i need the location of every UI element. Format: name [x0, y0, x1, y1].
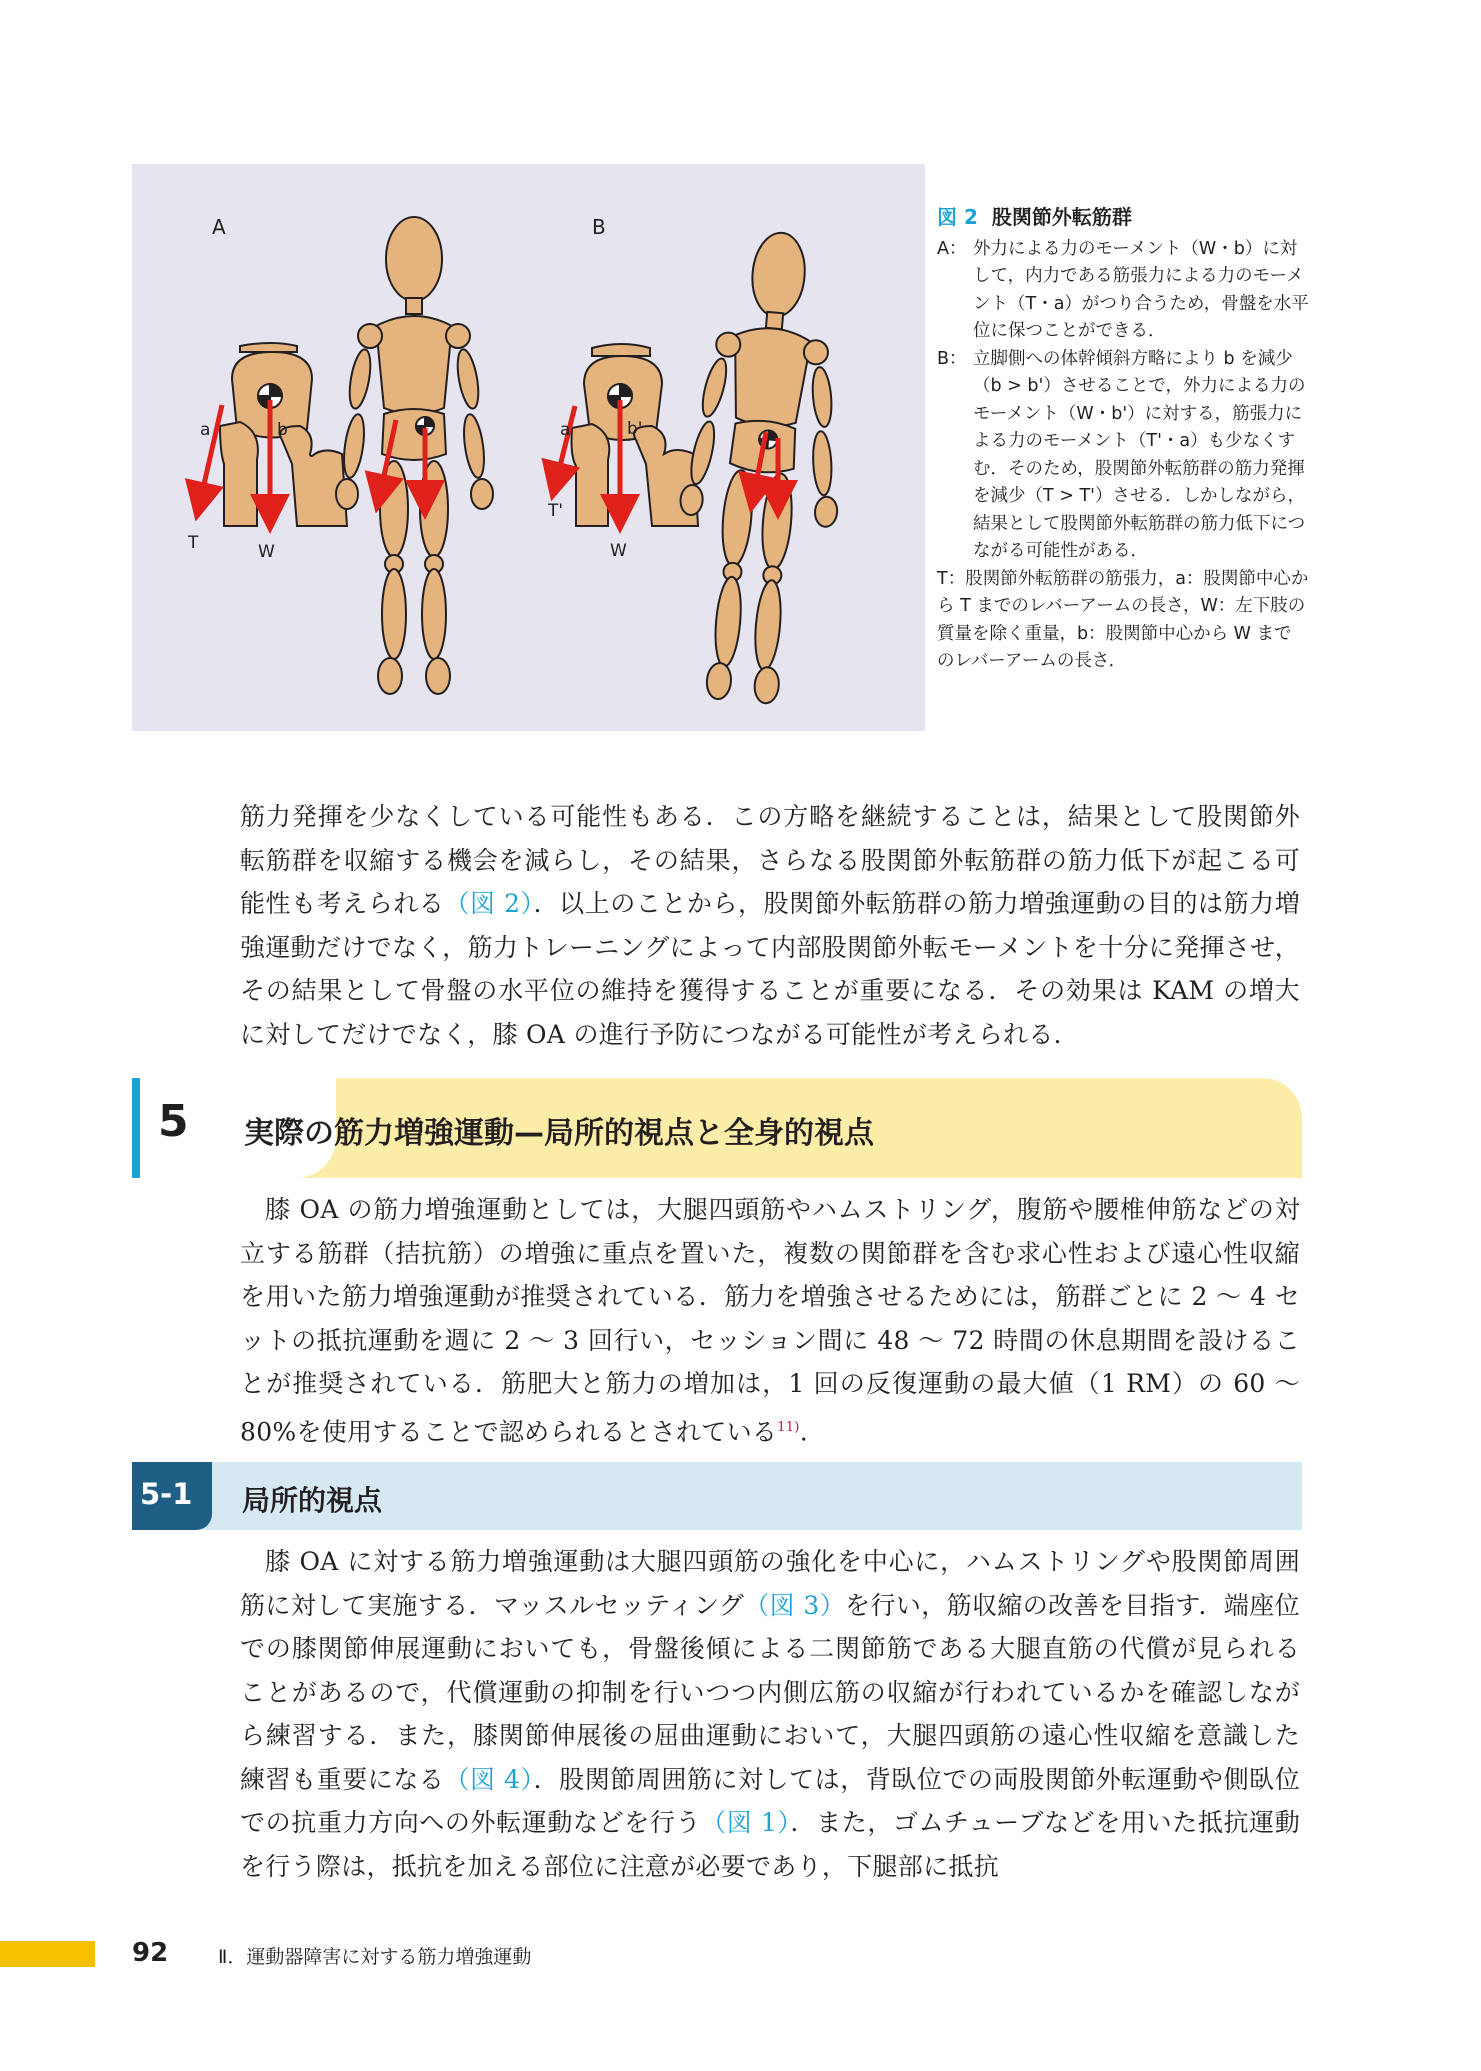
- section-5-1-title: 局所的視点: [242, 1484, 383, 1517]
- panel-a-a-label: a: [200, 420, 211, 440]
- paragraph-2-text: 膝 OA の筋力増強運動としては，大腿四頭筋やハムストリング，腹筋や腰椎伸筋などの対立する筋群（拮抗筋）の増強に重点を置いた，複数の関節群を含む求心性および遠心性収縮を用いた筋力増強運動が推奨されている．筋力を増強させるためには，筋群ごとに 2 〜 4 セットの抵抗運動を週に 2 〜 3 回行い，セッション間に 48 〜 72 時間の休息期間を設けることが推奨されている．筋肥大と筋力の増加は，1 回の反復運動の最大値（1 RM）の 60 〜 80%を使用することで認められるとされている: [240, 1195, 1300, 1446]
- paragraph-3-part-2: を行い，筋収縮の改善を目指す．端座位での膝関節伸展運動においても，骨盤後傾による二関節筋である大腿直筋の代償が見られることがあるので，代償運動の抑制を行いつつ内側広筋の収縮が行われているかを確認しながら練習する．また，膝関節伸展後の屈曲運動において，大腿四頭筋の遠心性収縮を意識した練習も重要になる: [240, 1590, 1300, 1794]
- figure-caption: [937, 204, 1309, 676]
- caption-title: [937, 204, 1309, 232]
- paragraph-1-part-2: ．以上のことから，股関節外転筋群の筋力増強運動の目的は筋力増強運動だけでなく，筋力トレーニングによって内部股関節外転モーメントを十分に発揮させ，その結果として骨盤の水平位の維持を獲得することが重要になる．その効果は KAM の増大に対してだけでなく，膝 OA の進行予防につながる可能性が考えられる．: [240, 889, 1300, 1049]
- panel-a-mannequin: [336, 217, 493, 694]
- panel-b-w-label: W: [610, 541, 627, 561]
- citation-11[interactable]: 11): [777, 1419, 800, 1435]
- panel-b-label: B: [592, 215, 606, 239]
- figure-1-reference[interactable]: （図 1）: [701, 1808, 791, 1837]
- figure-2-drawing: [132, 164, 925, 731]
- figure-4-reference[interactable]: （図 4）: [444, 1764, 534, 1794]
- section-5-1-heading: [132, 1462, 1302, 1530]
- paragraph-2-end: .: [799, 1416, 808, 1446]
- panel-a-t-label: T: [188, 533, 199, 553]
- caption-title-text: 股関節外転筋群: [991, 205, 1132, 229]
- footer-accent-bar: [0, 1941, 95, 1967]
- panel-b-t-label: T': [548, 501, 564, 521]
- paragraph-3: [240, 1540, 1300, 1888]
- panel-b-a-label: a: [560, 420, 571, 440]
- section-5-title: 実際の筋力増強運動—局所的視点と全身的視点: [244, 1116, 874, 1151]
- section-5-accent-bar: [132, 1078, 140, 1178]
- paragraph-3-part-3: ．股関節周囲筋に対しては，背臥位での両股関節外転運動や側臥位での抗重力方向への外転運動などを行う: [240, 1764, 1300, 1837]
- paragraph-3-part-1: 膝 OA に対する筋力増強運動は大腿四頭筋の強化を中心に，ハムストリングや股関節周囲筋に対して実施する．マッスルセッティング: [240, 1547, 1300, 1620]
- section-5-heading: [132, 1078, 1302, 1178]
- paragraph-3-part-4: ．また，ゴムチューブなどを用いた抵抗運動を行う際は，抵抗を加える部位に注意が必要であり，下腿部に抵抗: [240, 1808, 1300, 1881]
- caption-number: 図 2: [937, 205, 978, 229]
- caption-item-b: [937, 346, 1309, 566]
- figure-2-reference[interactable]: （図 2）: [444, 889, 534, 918]
- page-number: 92: [132, 1938, 169, 1968]
- panel-b-mannequin: [664, 226, 861, 708]
- caption-item-a-key: A：: [937, 238, 967, 259]
- caption-item-a: [937, 236, 1309, 346]
- section-5-number: 5: [158, 1096, 189, 1147]
- paragraph-1: [240, 795, 1300, 1056]
- panel-b-b-label: b': [627, 419, 643, 439]
- caption-legend: T：股関節外転筋群の筋張力，a：股関節中心から T までのレバーアームの長さ，W：左下肢の質量を除く重量，b：股関節中心から W までのレバーアームの長さ．: [937, 568, 1309, 671]
- caption-item-b-key: B：: [937, 348, 967, 369]
- panel-a-w-label: W: [258, 542, 275, 562]
- paragraph-1-part-1: 筋力発揮を少なくしている可能性もある．この方略を継続することは，結果として股関節外転筋群を収縮する機会を減らし，その結果，さらなる股関節外転筋群の筋力低下が起こる可能性も考えられる: [240, 802, 1300, 918]
- running-footer: Ⅱ．運動器障害に対する筋力増強運動: [218, 1946, 532, 1968]
- paragraph-2: [240, 1188, 1300, 1453]
- section-5-1-number: 5-1: [140, 1477, 193, 1511]
- figure-3-reference[interactable]: （図 3）: [744, 1590, 846, 1620]
- figure-2-illustration: [132, 164, 925, 731]
- caption-item-b-text: 立脚側への体幹傾斜方略により b を減少（b > b'）させることで，外力による力のモーメント（W・b'）に対する，筋張力による力のモーメント（T'・a）も少なくすむ．そのため，股関節外転筋群の筋力発揮を減少（T > T'）させる．しかしながら，結果として股関節外転筋群の筋力低下につながる可能性がある．: [973, 348, 1306, 561]
- caption-item-a-text: 外力による力のモーメント（W・b）に対して，内力である筋張力による力のモーメント（T・a）がつり合うため，骨盤を水平位に保つことができる．: [973, 238, 1309, 341]
- panel-a-label: A: [212, 215, 226, 239]
- panel-a-b-label: b: [277, 420, 288, 440]
